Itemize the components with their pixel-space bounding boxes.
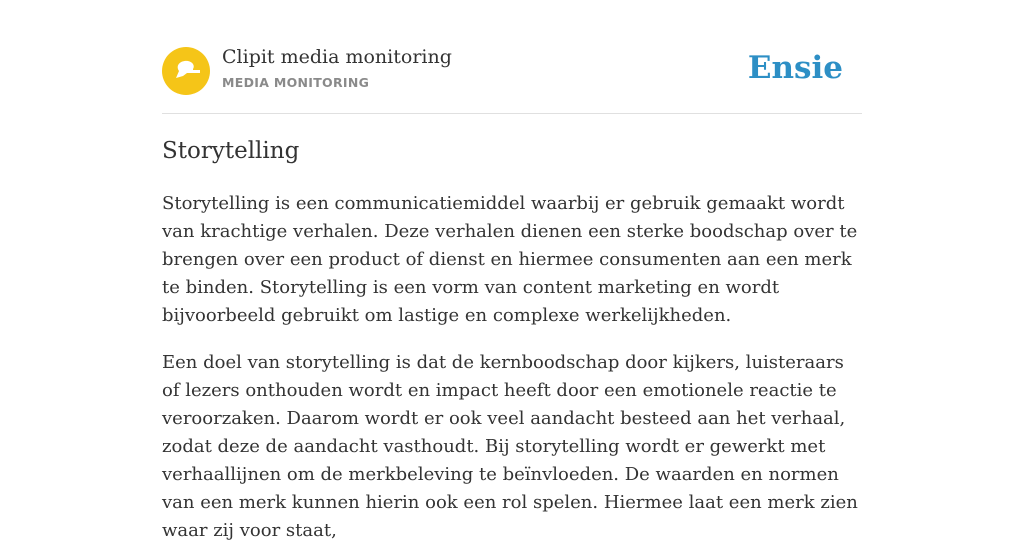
article-title: Storytelling <box>162 138 300 164</box>
speech-bubble-icon <box>162 47 210 95</box>
article-paragraph: Storytelling is een communicatiemiddel waarbij er gebruik gemaakt wordt van krachtige verhalen. Deze verhalen dienen een sterke boodschap over te brengen over een product of dienst en hiermee consumenten aan een merk te binden. Storytelling is een vorm van content marketing en wordt bijvoorbeeld gebruikt om lastige en complexe werkelijkheden. <box>162 193 858 326</box>
brand-name[interactable]: Clipit media monitoring <box>222 46 452 68</box>
brand-subtitle: MEDIA MONITORING <box>222 75 370 90</box>
brand-logo[interactable] <box>162 47 210 95</box>
site-logo[interactable]: Ensie <box>747 50 843 86</box>
article-paragraph: Een doel van storytelling is dat de kernboodschap door kijkers, luisteraars of lezers onthouden wordt en impact heeft door een emotionele reactie te veroorzaken. Daarom wordt er ook veel aandacht besteed aan het verhaal, zodat deze de aandacht vasthoudt. Bij storytelling wordt er gewerkt met verhaallijnen om de merkbeleving te beïnvloeden. De waarden en normen van een merk kunnen hierin ook een rol spelen. Hiermee laat een merk zien waar zij voor staat, <box>162 352 858 541</box>
page <box>162 0 862 541</box>
header <box>162 0 862 114</box>
